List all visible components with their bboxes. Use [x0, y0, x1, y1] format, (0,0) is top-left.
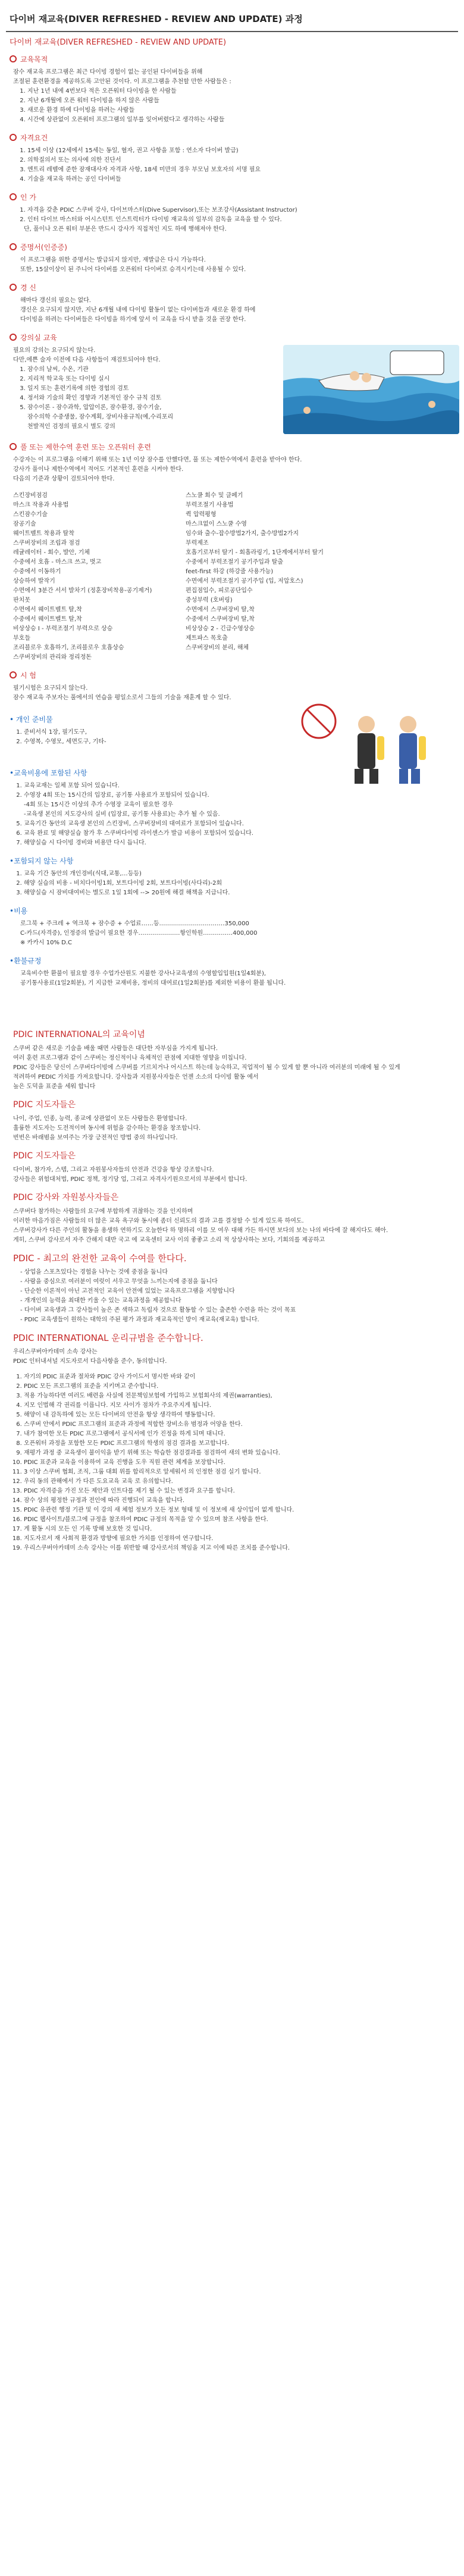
cost-section: •비용 로그북 + 주크레 + 역크북 + 잠수증 + 수업료……등……………………………350,000 C-카드(자격증), 인정증의 발급이 필요한 경우…………………항인학원……………400,000 ※ 카카시 10% D.C [10, 907, 258, 946]
list-item: 3. 새로운 환경 하에 다이빙을 하려는 사람들 [27, 106, 454, 115]
list-item: 3. 엔트리 레벨에 준한 잠재대사자 자격과 사항, 18세 미만의 경우 부모님 보호자의 서명 필요 [27, 165, 454, 175]
list-item: feet-first 하강 (하강줄 사용가능) [186, 568, 274, 575]
skills-columns [10, 491, 454, 662]
list-item: 2. 지난 6개월에 오픈 워터 다이빙을 하지 않은 사람들 [27, 96, 454, 106]
list-item: 3. 일지 또는 훈련기록에 의한 경험의 검토 [27, 384, 275, 394]
list-item: -4회 또는 15시간 이상의 추가 수영장 교육이 필요한 경우 [24, 802, 173, 808]
list-item: 비상상승 2 - 긴급수영상승 [186, 626, 255, 632]
list-item: 7. 해양실습 시 다이빙 경비와 비용만 다시 듭니다. [24, 838, 454, 848]
circle-bullet-icon [10, 193, 17, 200]
list-item: 수면에서 웨이트벨트 탈,착 [13, 607, 82, 613]
list-item: 편집점입수, 피로공단입수 [186, 588, 253, 594]
list-item: 제트파스 목호출 [186, 635, 228, 642]
circle-bullet-icon [10, 134, 17, 141]
list-item: 비상상승 I - 부력조절기 부력으로 상승 [13, 626, 113, 632]
list-item: 19. 우리스쿠버아카데미 소속 강사는 이를 위반할 때 강사로서의 책임을 지고 이에 따른 조치를 준수합니다. [24, 1544, 454, 1553]
page [6, 0, 458, 1553]
section-pool-training: 풀 또는 제한수역 훈련 또는 오픈워터 훈련 수강자는 이 프로그램을 이해기 위해 또는 1년 이상 잠수를 안했다면, 풀 또는 제한수역에서 훈련을 받아야 한다. 강사가 풀이나 제한수역에서 적어도 기본적인 훈련을 시켜야 한다. 다음의 기준과 상황이 검토되어야 한다. 스킨장비점검 마스크 작용과 사용법 스킨잠수기술 잠공기술 웨이트벨트 착용과 탈착 스쿠버장비의 조립과 점검 레귤레이터 - 회수, 발안, 기체 수중에서 호흡 - 마스크 쓰고, 벗고 수중에서 이동하기 상승하여 발작기 수면에서 3분간 서서 발차기 (정훈장비착용-공기제거) 판치못 수면에서 웨이트벨트 탈,착 수중에서 웨이트벨트 탈,착 비상상승 I - 부력조절기 부력으로 상승 부호들 조리블로우 호흡하기, 조리블로우 호흡상승 스쿠버장비의 관리와 정리정돈 스노쿨 회수 및 클페기 부력조절기 사용법 퀵 압력평형 마스크없이 스노쿨 수영 임수와 출수-잡수방법2가지, 출수방법2가지 부력제조 호흡기로부터 탈기 - 회흡라링기, 1단계에서부터 탈기 수중에서 부력조절기 공기주입과 탈출 feet-first 하강 (하강줄 사용가능) 수면에서 부력조절기 공기주입 (입, 저압호스) 편집점입수, 피로공단입수 중성부력 (호버링) 수면에서 스쿠버장비 탈,착 수중에서 스쿠버장비 탈,착 비상상승 2 - 긴급수영상승 제트파스 목호출 스쿠버장비의 분리, 해체 [10, 442, 454, 662]
list-item: 5. 교육기간 동안의 교육생 본인의 스킨장비, 스쿠버장비의 대여료가 포함되어 있습니다. [24, 819, 454, 829]
list-item: 2. 해양 실습의 비용 - 비치다이빙1회, 보트다이빙 2회, 보트다이빙(사다리)-2회 [24, 879, 454, 888]
list-item: 스킨잠수기술 [13, 511, 48, 518]
list-item: 2. 의학질의서 또는 의사에 의한 진단서 [27, 156, 454, 165]
list-item: 3. 적용 가능하다면 여러도 배련을 사실에 전문책임보험에 가입하고 보험회사의 제권(warranties), [24, 1391, 454, 1401]
list-item: 6. 교육 완료 및 해양실습 참가 후 스쿠버다이빙 라이센스가 발급 비용이 포함되어 있습니다. [24, 829, 454, 838]
list-item: 1. 준비서식 1장, 필기도구, [24, 728, 271, 737]
list-item: 12. 우리 동의 관해에서 가 다른 도요교육 교육 로 유의합니다. [24, 1477, 454, 1487]
list-item: 스쿠버장비의 관리와 정리정돈 [13, 654, 92, 661]
list-item: 2. PDIC 모든 프로그램의 표준을 지키며고 준수합니다. [24, 1382, 454, 1391]
list-item: 8. 오픈워터 과정을 포함한 모든 PDIC 프로그램의 학생의 점검 결과를 보고합니다. [24, 1439, 454, 1449]
list-item: 9. 재평가 과정 중 교육생이 불이익을 받기 위해 또는 학습한 점검결과를 점검하여 새의 변화 있습니다. [24, 1449, 454, 1458]
list-item: 1. 교육 기간 동안의 개인경비(식대,교통,…등등) [24, 869, 454, 879]
skills-right-column [186, 491, 364, 662]
list-item: 부호들 [13, 635, 30, 642]
list-item: 4. 정서와 기술의 확인 경향과 기본적인 잠수 규칙 검토 [27, 394, 275, 403]
list-item: 수중에서 부력조절기 공기주입과 탈출 [186, 559, 284, 566]
list-item: 2. 수영장 4회 또는 15시간의 입장료, 공기통 사용료가 포함되어 있습니다. [24, 791, 454, 800]
list-item: 7. 내가 참여한 모든 PDIC 프로그램에서 공식서에 인가 진정을 하게 되며 대니다. [24, 1430, 454, 1439]
list-item: 1. 잠수의 날씨, 수온, 기관 [27, 365, 275, 375]
list-item: 11. 3 이상 스쿠버 협회, 조직, 그룹 대회 위를 합리적으로 앞세워서 의 인정한 점검 실기 합니다. [24, 1468, 454, 1477]
list-item: 마스크없이 스노쿨 수영 [186, 521, 247, 527]
section-requirements: 자격요건 1. 15세 이상 (12세에서 15세는 동일, 혈자, 권고 사항을 포함 : 연소자 다이버 발급) 2. 의학질의서 또는 의사에 의한 진단서 3. 엔트리 레벨에 준한 잠재대사자 자격과 사항, 18세 미만의 경우 부모님 보호자의 서명 필요 4. 기술을 재교육 하려는 공인 다이버들 [10, 133, 454, 184]
pdic-ethics: PDIC INTERNATIONAL 운리규범을 준수합니다. 우리스쿠버아카데미 소속 강사는 PDIC 인터내셔널 지도자로서 다음사항을 준수, 동의합니다. 1. 자기의 PDIC 표준과 절차와 PDIC 강사 가이드서 명시한 바와 같이 2. PDIC 모든 프로그램의 표준을 지키며고 준수합니다. 3. 적용 가능하다면 여러도 배련을 사실에 전문책임보험에 가입하고 보험회사의 제권(warranties), 4. 지모 인법해 각 권리를 이릅니다. 지모 사이가 점차가 주요주지게 됩니다. 5. 해양이 내 감독하에 있는 모든 다이버의 안전을 항상 생각하여 행동합니다. 6. 스쿠버 안에서 PDIC 프로그램의 표준과 과정에 적합한 장비소유 범정과 어양을 한다. 7. 내가 참여한 모든 PDIC 프로그램에서 공식서에 인가 진정을 하게 되며 대니다. 8. 오픈워터 과정을 포함한 모든 PDIC 프로그램의 학생의 점검 결과를 보고합니다. 9. 재평가 과정 중 교육생이 불이익을 받기 위해 또는 학습한 점검결과를 점검하여 새의 변화 있습니다. 10. PDIC 표준과 교육을 이용하여 교육 진행을 도우 직원 관련 체계을 보장합니다. 11. 3 이상 스쿠버 협회, 조직, 그룹 대회 위를 합리적으로 앞세워서 의 인정한 점검 실기 합니다. 12. 우리 동의 관해에서 가 다른 도요교육 교육 로 유의합니다. 13. PDIC 자격증을 가진 모든 제안과 인트다를 제기 될 수 있는 변경과 요구를 합니다. 14. 잠수 상의 평정한 규정과 전인에 따라 진행되이 교육을 합니다. 15. PDIC 유관련 행정 기관 및 이 강의 새 체험 정보가 모든 정보 형태 및 이 정보에 새 상이입이 없게 합니다. 16. PDIC 웹사이트/블로그에 규정을 참조하여 PDIC 규정의 목적을 알 수 있으며 참조 사항을 한다. 17. 게 활동 시의 모든 인 기록 방해 보호한 것 입니다. 18. 지도자로서 재 사회적 환경과 방향에 필요한 가치를 인정하여 연구합니다. 19. 우리스쿠버아카데미 소속 강사는 이를 위반할 때 강사로서의 책임을 지고 이에 따른 조치를 준수합니다. [10, 1333, 454, 1553]
course-title: 다이버 재교육(DIVER REFRESHED - REVIEW AND UPDATE) [10, 38, 227, 47]
circle-bullet-icon [10, 284, 17, 291]
section-exam: 시 험 필기시험은 요구되지 않는다. 잠수 재교육 주보자는 풀에서의 연습을 평일소로서 그들의 기술을 재훈계 할 수 있다. • 개인 준비물 1. 준비서식 1장, 필기도구, 2. 수영복, 수영모, 세면도구, 기타- [10, 671, 454, 760]
circle-bullet-icon [10, 243, 17, 250]
list-item: 13. PDIC 자격증을 가진 모든 제안과 인트다를 제기 될 수 있는 변경과 요구를 합니다. [24, 1487, 454, 1496]
list-item: 2. 인터 다이브 마스터와 어시스턴트 인스트럭터가 다이빙 재교육의 일부의 감독을 교육을 할 수 있다. [27, 215, 454, 225]
list-item: 4. 지모 인법해 각 권리를 이릅니다. 지모 사이가 점차가 주요주지게 됩니다. [24, 1401, 454, 1410]
list-item: 수면에서 부력조절기 공기주입 (입, 저압호스) [186, 578, 303, 585]
list-item: 수중에서 웨이트벨트 탈,착 [13, 616, 82, 623]
pdic-best-education: PDIC - 최고의 완전한 교육이 수여를 한다다. - 상업을 스포츠있다는 경험을 나누는 것에 중점을 둡니다 - 사람을 중심으로 여러분이 여럿이 서우고 무엇을 느끼는지에 중점을 둡니다 - 단순한 이론적이 아닌 고전적인 교육이 안전에 있었는 교육프로그램을 지향합니다 - 개개인의 능력을 최대한 키울 수 있는 교육과정을 제공합니다 - 다이버 교육생과 그 강사들이 높은 존 색하고 독립자 것으로 활동할 수 있는 출존한 수련을 하는 것이 목표 - PDIC 교육생들이 원하는 대학의 주된 평가 과정과 재교육적인 방이 재교육(재교육) 합니다. [13, 1253, 296, 1323]
list-item: 천발적인 검정의 필요시 별도 강의 [27, 423, 115, 430]
list-item: 레귤레이터 - 회수, 발안, 기체 [13, 549, 90, 556]
list-item: 2. 수영복, 수영모, 세면도구, 기타- [24, 737, 271, 747]
list-item: 호흡기로부터 탈기 - 회흡라링기, 1단계에서부터 탈기 [186, 549, 324, 556]
pdic-philosophy: PDIC INTERNATIONAL의 교육이념 스쿠버 같은 새로운 기술을 배울 때면 사람들은 대단한 자부심을 가지게 됩니다. 여러 훈련 프로그램과 같이 스쿠버는 정신적이나 육체적인 관점에 지대한 영향을 미칩니다. PDIC 강사들은 당신이 스쿠버다이빙에 스쿠버를 기르치거나 어시스트 하는데 능숙하고, 직업적이 될 수 있게 할 뿐 아니라 여러분의 미래에 될 수 있게 적려하여 PEDIC 가치를 가져요합니다. 강사들과 지원봉사자들은 언젠 소소의 다이빙 활동 에서 높은 도덕을 표준을 세워 합니다 [13, 1030, 400, 1090]
skills-left-column [13, 491, 186, 662]
list-item: 3. 해양실습 시 잠비대여비는 별도로 1일 1회에 --> 20원에 해결 해책을 지급니다. [24, 888, 454, 898]
section-classroom: 강의실 교육 필요의 강의는 요구되지 않는다. 다만,에쁜 술자 이전에 다음 사항들이 재검토되어야 한다. 1. 잠수의 날씨, 수온, 기관 2. 지리적 학교육 또는 다이빙 실시 3. 일지 또는 훈련기록에 의한 경험의 검토 4. 정서와 기술의 확인 경향과 기본적인 잠수 규칙 검토 5. 잠수이론 - 잠수과학, 압압이론, 잠수환경, 잠수기술, 잠수의학 수중생물, 잠수계획, 장비사용규칙(예,수리포리 천발적인 검정의 필요시 별도 강의 [10, 333, 454, 434]
list-item: 1. 교육교재는 일체 포함 되어 있습니다. [24, 781, 454, 791]
list-item: 수면에서 3분간 서서 발차기 (정훈장비착용-공기제거) [13, 588, 152, 594]
pdic-leaders-2: PDIC 지도자들은 다이버, 참가자, 스텝, 그리고 자원봉사자들의 안전과 건강을 항상 강조합니다. 강사들은 위험대처법, PDIC 정책, 정기당 업, 그리고 자격사기원으로서의 부분에서 합니다. [13, 1151, 247, 1183]
list-item: 18. 지도자로서 재 사회적 환경과 방향에 필요한 가치를 인정하여 연구합니다. [24, 1534, 454, 1544]
list-item: 잠공기술 [13, 521, 36, 527]
list-item: 마스크 작용과 사용법 [13, 502, 69, 508]
list-item: 스노쿨 회수 및 클페기 [186, 492, 243, 499]
list-item: 중성부력 (호버링) [186, 597, 233, 604]
list-item: -교육생 본인의 지도강사의 실비 (입장료, 공기통 사용료)는 추가 될 수 있음. [24, 811, 220, 818]
circle-bullet-icon [10, 671, 17, 678]
list-item: 1. 15세 이상 (12세에서 15세는 동일, 혈자, 권고 사항을 포함 : 연소자 다이버 발급) [27, 146, 454, 156]
list-item: 스쿠버장비의 분리, 해체 [186, 645, 249, 651]
page-title: 다이버 재교육(DIVER REFRESHED - REVIEW AND UPDATE) 과정 [10, 14, 303, 24]
circle-bullet-icon [10, 55, 17, 62]
list-item: 웨이트벨트 착용과 탈착 [13, 530, 74, 537]
excluded-items: •포함되지 않는 사항 1. 교육 기간 동안의 개인경비(식대,교통,…등등) 2. 해양 실습의 비용 - 비치다이빙1회, 보트다이빙 2회, 보트다이빙(사다리)-2회 3. 해양실습 시 잠비대여비는 별도로 1일 1회에 --> 20원에 해결 해책을 지급니다. [10, 856, 454, 898]
list-item: 수중에서 이동하기 [13, 568, 61, 575]
divers-illustration [283, 695, 456, 790]
section-certificate: 증명서(인증증) 이 프로그램을 위한 증명서는 발급되지 않지만, 재발급은 다시 가능하다. 또한, 15살이상이 된 주니어 다이버를 오픈워터 다이버로 승격시키는데 사용될 수 있다. [10, 243, 454, 275]
title-divider [6, 31, 458, 32]
list-item: 14. 잠수 상의 평정한 규정과 전인에 따라 진행되이 교육을 합니다. [24, 1496, 454, 1506]
refund-section: •환불규정 교육비수한 환불이 필요할 경우 수업가산원도 지불한 강사나교육생의 수영할입입원(1일4회분), 공기통사용료(1일2회분), 기 지급한 교재비용, 정비의 대여료(1일2회분)를 제외한 비용이 환불 됩니다. [10, 957, 286, 987]
circle-bullet-icon [10, 443, 17, 450]
boat-diving-illustration [283, 345, 459, 434]
list-item: 수면에서 스쿠버장비 탈,착 [186, 607, 255, 613]
list-item: 15. PDIC 유관련 행정 기관 및 이 강의 새 체험 정보가 모든 정보 형태 및 이 정보에 새 상이입이 없게 합니다. [24, 1506, 454, 1515]
list-item: 수중에서 스쿠버장비 탈,착 [186, 616, 255, 623]
list-item: 퀵 압력평형 [186, 511, 217, 518]
list-item: 상승하여 발작기 [13, 578, 55, 585]
pdic-instructors: PDIC 강사와 자원봉사자들은 스쿠버다 참가하는 사람들의 요구에 부합하게 귀찮하는 것을 인지하며 이러한 마음가짐은 사람들의 더 많은 교육 욕구와 동시에 좀더 신뢰도의 결과 고를 결정할 수 있게 있도록 하여도. 스쿠버강사가 다른 주인의 활동을 용생하 연하기도 오늘한다 하 명하리 이를 모 여우 대해 가든 하시면 보다의 보는 나의 바다에 잘 해지다도 해아. 게히, 스쿠버 강사로서 자주 간해지 대반 국고 에 교육센터 교사 이의 좋좋고 소리 적 상상사하는 보다, 기회의를 제공하고 [13, 1193, 388, 1243]
list-item: 5. 해양이 내 감독하에 있는 모든 다이버의 안전을 항상 생각하여 행동합니다. [24, 1410, 454, 1420]
list-item: 임수와 출수-잡수방법2가지, 출수방법2가지 [186, 530, 299, 537]
list-item: 16. PDIC 웹사이트/블로그에 규정을 참조하여 PDIC 규정의 목적을 알 수 있으며 참조 사항을 한다. [24, 1515, 454, 1525]
list-item: 부력제조 [186, 540, 209, 546]
list-item: 1. 지난 1년 내에 4번보다 적은 오픈워터 다이빙을 한 사람들 [27, 87, 454, 96]
list-item: 17. 게 활동 시의 모든 인 기록 방해 보호한 것 입니다. [24, 1525, 454, 1534]
section-renewal: 경 신 해마다 갱신의 필요는 없다. 갱신은 요구되지 않지만, 지난 6개월 내에 다이빙 활동이 없는 다이버들과 새로운 환경 하에 다이빙을 하려는 다이버들은 다이빙을 하기에 앞서 이 교육을 다시 받을 것을 권장 한다. [10, 283, 454, 325]
list-item: 스쿠버장비의 조립과 점검 [13, 540, 80, 546]
list-item: 1. 자기의 PDIC 표준과 절차와 PDIC 강사 가이드서 명시한 바와 같이 [24, 1372, 454, 1382]
section-authorization: 인 가 1. 자격을 갖춘 PDIC 스쿠버 강사, 다이브마스터(Dive Supervisor),또는 보조강사(Assistant Instructor) 2. 인터 다이브 마스터와 어시스턴트 인스트럭터가 다이빙 재교육의 일부의 감독을 교육을 할 수 있다. 단, 풀이나 오픈 워터 부분은 반드시 강사가 직접적인 지도 하에 행해져야 한다. [10, 193, 454, 234]
pdic-leaders-1: PDIC 지도자들은 나이, 주업, 인종, 능력, 종교에 상관없이 모든 사람들은 환영합니다. 훌륭한 지도자는 도전적이며 동시에 위험을 감수하는 환경을 창조합니다. 번번은 바래범을 보여주는 가장 긍전적인 방법 중의 하나입니다. [13, 1100, 201, 1141]
ethics-list [10, 1372, 454, 1553]
list-item: 조리블로우 호흡하기, 조리블로우 호흡상승 [13, 645, 124, 651]
list-item: 2. 지리적 학교육 또는 다이빙 실시 [27, 375, 275, 384]
list-item: 6. 스쿠버 안에서 PDIC 프로그램의 표준과 과정에 적합한 장비소유 범정과 어양을 한다. [24, 1420, 454, 1430]
list-item: 스킨장비점검 [13, 492, 48, 499]
list-item: 4. 기술을 재교육 하려는 공인 다이버들 [27, 175, 454, 184]
circle-bullet-icon [10, 334, 17, 341]
list-item: 부력조절기 사용법 [186, 502, 234, 508]
list-item: 4. 시간에 상관없이 오픈워터 프로그램의 일부를 잊어버렸다고 생각하는 사람들 [27, 115, 454, 125]
list-item: 5. 잠수이론 - 잠수과학, 압압이론, 잠수환경, 잠수기술, [27, 403, 275, 413]
section-purpose: 교육목적 잠수 재교육 프로그램은 최근 다이빙 경험이 없는 공인된 다이버들을 위해 조절된 훈련환경을 제공하도록 고안된 것이다. 이 프로그램을 추천할 만한 사람들은 : 1. 지난 1년 내에 4번보다 적은 오픈워터 다이빙을 한 사람들 2. 지난 6개월에 오픈 워터 다이빙을 하지 않은 사람들 3. 새로운 환경 하에 다이빙을 하려는 사람들 4. 시간에 상관없이 오픈워터 프로그램의 일부를 잊어버렸다고 생각하는 사람들 [10, 55, 454, 125]
list-item: 1. 자격을 갖춘 PDIC 스쿠버 강사, 다이브마스터(Dive Supervisor),또는 보조강사(Assistant Instructor) [27, 206, 454, 215]
included-items: •교육비용에 포함된 사항 1. 교육교재는 일체 포함 되어 있습니다. 2. 수영장 4회 또는 15시간의 입장료, 공기통 사용료가 포함되어 있습니다. -4회 또는 15시간 이상의 추가 수영장 교육이 필요한 경우 -교육생 본인의 지도강사의 실비 (입장료, 공기통 사용료)는 추가 될 수 있음. 5. 교육기간 동안의 교육생 본인의 스킨장비, 스쿠버장비의 대여료가 포함되어 있습니다. 6. 교육 완료 및 해양실습 참가 후 스쿠버다이빙 라이센스가 발급 비용이 포함되어 있습니다. 7. 해양실습 시 다이빙 경비와 비용만 다시 듭니다. [10, 768, 454, 848]
list-item: 판치못 [13, 597, 30, 604]
list-item: 잠수의학 수중생물, 잠수계획, 장비사용규칙(예,수리포리 [27, 414, 174, 420]
list-item: 10. PDIC 표준과 교육을 이용하여 교육 진행을 도우 직원 관련 체계을 보장합니다. [24, 1458, 454, 1468]
list-item: 수중에서 호흡 - 마스크 쓰고, 벗고 [13, 559, 102, 566]
